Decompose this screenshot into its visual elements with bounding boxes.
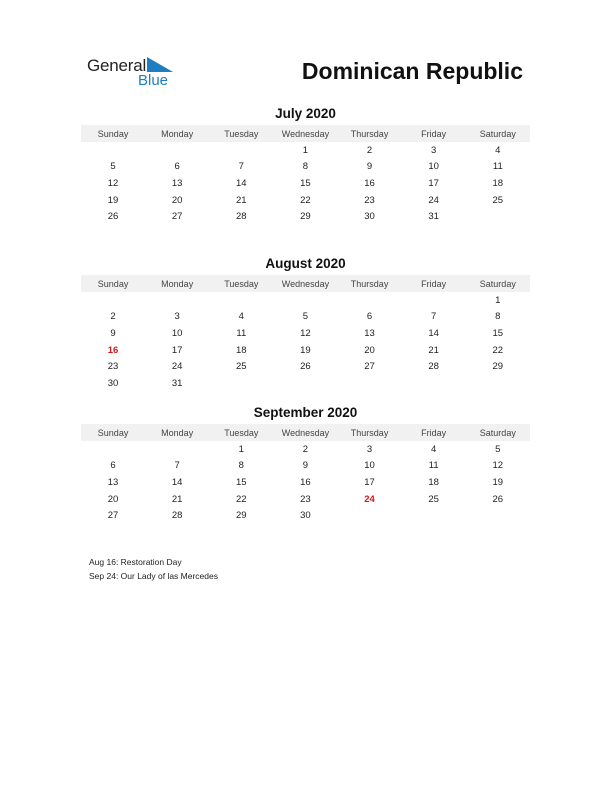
day-cell: 15 xyxy=(300,177,311,189)
day-cell: 10 xyxy=(364,460,375,472)
weekday-label: Sunday xyxy=(97,427,129,438)
day-cell: 26 xyxy=(492,493,504,505)
week-row xyxy=(81,491,530,508)
day-cell: 25 xyxy=(492,194,504,206)
week-row xyxy=(81,474,530,491)
weekday-label: Sunday xyxy=(97,128,129,139)
day-cell: 9 xyxy=(366,161,373,173)
weekday-label: Monday xyxy=(161,427,194,438)
day-cell: 21 xyxy=(428,344,439,356)
weekday-label: Monday xyxy=(161,128,194,139)
day-cell: 10 xyxy=(171,327,183,339)
day-cell: 7 xyxy=(238,161,244,173)
day-cell: 1 xyxy=(238,443,244,455)
day-cell: 30 xyxy=(300,510,311,522)
day-cell: 9 xyxy=(302,460,309,472)
weekday-label: Wednesday xyxy=(281,278,330,289)
day-cell: 14 xyxy=(171,476,183,488)
day-cell: 2 xyxy=(110,311,116,323)
day-cell: 8 xyxy=(238,460,244,472)
day-cell: 29 xyxy=(300,211,311,223)
week-row xyxy=(81,208,530,225)
day-cell: 6 xyxy=(366,311,373,323)
week-row xyxy=(81,325,530,342)
holiday-notes xyxy=(89,556,218,583)
month-title: September 2020 xyxy=(253,405,358,420)
day-cell: 20 xyxy=(107,493,119,505)
day-cell: 4 xyxy=(495,144,501,156)
logo-word-general: General xyxy=(87,56,147,75)
weekday-label: Friday xyxy=(421,128,447,139)
country-title: Dominican Republic xyxy=(301,58,523,84)
day-cell: 16 xyxy=(364,177,375,189)
day-cell: 29 xyxy=(492,361,504,373)
weekday-label: Friday xyxy=(421,427,447,438)
day-cell: 22 xyxy=(492,344,504,356)
day-cell: 14 xyxy=(236,177,247,189)
day-cell: 25 xyxy=(428,493,439,505)
day-cell: 8 xyxy=(495,311,501,323)
day-cell: 10 xyxy=(428,161,439,173)
weekday-label: Sunday xyxy=(97,278,129,289)
day-cell: 9 xyxy=(110,327,116,339)
weekday-label: Saturday xyxy=(479,128,516,139)
day-cell: 18 xyxy=(492,177,504,189)
day-cell: 6 xyxy=(110,460,116,472)
day-cell: 21 xyxy=(171,493,183,505)
day-cell: 28 xyxy=(428,361,439,373)
day-cell: 17 xyxy=(428,177,439,189)
day-cell: 29 xyxy=(236,510,247,522)
weekday-label: Wednesday xyxy=(281,427,330,438)
week-row xyxy=(81,441,530,458)
day-cell: 27 xyxy=(107,510,119,522)
day-cell: 13 xyxy=(364,327,375,339)
month-august xyxy=(81,255,530,392)
day-cell: 26 xyxy=(300,361,311,373)
day-cell: 23 xyxy=(107,361,119,373)
day-cell: 1 xyxy=(302,144,309,156)
day-cell: 14 xyxy=(428,327,439,339)
day-cell: 6 xyxy=(174,161,180,173)
day-cell: 5 xyxy=(302,311,309,323)
week-row xyxy=(81,175,530,192)
day-cell: 1 xyxy=(495,294,501,306)
day-cell: 19 xyxy=(300,344,311,356)
holiday-note: Aug 16: Restoration Day xyxy=(89,557,182,567)
day-cell: 13 xyxy=(171,177,183,189)
day-cell: 18 xyxy=(428,476,439,488)
weekday-label: Thursday xyxy=(350,427,389,438)
weekday-label: Saturday xyxy=(479,427,516,438)
holiday-day-cell: 16 xyxy=(107,344,119,356)
day-cell: 25 xyxy=(236,361,247,373)
day-cell: 19 xyxy=(492,476,504,488)
weekday-label: Monday xyxy=(161,278,194,289)
day-cell: 12 xyxy=(300,327,311,339)
day-cell: 24 xyxy=(171,361,183,373)
day-cell: 18 xyxy=(236,344,247,356)
day-cell: 4 xyxy=(431,443,437,455)
day-cell: 19 xyxy=(107,194,119,206)
weekday-label: Tuesday xyxy=(224,278,259,289)
day-cell: 3 xyxy=(431,144,437,156)
day-cell: 2 xyxy=(366,144,373,156)
weekday-label: Tuesday xyxy=(224,128,259,139)
day-cell: 17 xyxy=(364,476,375,488)
weekday-header-row xyxy=(81,424,530,441)
day-cell: 15 xyxy=(492,327,504,339)
day-cell: 13 xyxy=(107,476,119,488)
day-cell: 28 xyxy=(171,510,183,522)
weekday-label: Wednesday xyxy=(281,128,330,139)
day-cell: 3 xyxy=(174,311,180,323)
day-cell: 27 xyxy=(364,361,375,373)
day-cell: 23 xyxy=(364,194,375,206)
month-july xyxy=(81,105,530,225)
week-row xyxy=(81,192,530,209)
day-cell: 7 xyxy=(174,460,180,472)
week-row xyxy=(81,342,530,359)
holiday-note: Sep 24: Our Lady of las Mercedes xyxy=(89,570,218,581)
week-row xyxy=(81,159,530,176)
weekday-header-row xyxy=(81,275,530,292)
day-cell: 4 xyxy=(238,311,244,323)
generalblue-logo xyxy=(87,54,187,92)
day-cell: 26 xyxy=(107,211,119,223)
day-cell: 12 xyxy=(107,177,119,189)
day-cell: 22 xyxy=(236,493,247,505)
week-row xyxy=(81,292,530,309)
week-row xyxy=(81,507,530,524)
day-cell: 27 xyxy=(171,211,183,223)
week-row xyxy=(81,142,530,159)
weekday-label: Friday xyxy=(421,278,447,289)
day-cell: 30 xyxy=(364,211,375,223)
day-cell: 31 xyxy=(171,377,183,389)
day-cell: 20 xyxy=(364,344,375,356)
weekday-header-row xyxy=(81,125,530,142)
day-cell: 17 xyxy=(171,344,183,356)
week-row xyxy=(81,358,530,375)
holiday-day-cell: 24 xyxy=(364,493,375,505)
day-cell: 7 xyxy=(431,311,437,323)
day-cell: 31 xyxy=(428,211,439,223)
day-cell: 21 xyxy=(236,194,247,206)
day-cell: 3 xyxy=(366,443,373,455)
month-title: August 2020 xyxy=(265,256,346,271)
weekday-label: Saturday xyxy=(479,278,516,289)
day-cell: 11 xyxy=(236,327,247,339)
day-cell: 12 xyxy=(492,460,504,472)
day-cell: 20 xyxy=(171,194,183,206)
week-row xyxy=(81,458,530,475)
weekday-label: Thursday xyxy=(350,128,389,139)
day-cell: 5 xyxy=(495,443,501,455)
day-cell: 5 xyxy=(110,161,116,173)
day-cell: 16 xyxy=(300,476,311,488)
day-cell: 22 xyxy=(300,194,311,206)
day-cell: 30 xyxy=(107,377,119,389)
day-cell: 15 xyxy=(236,476,247,488)
month-september xyxy=(81,404,530,524)
day-cell: 23 xyxy=(300,493,311,505)
day-cell: 24 xyxy=(428,194,439,206)
week-row xyxy=(81,309,530,326)
month-title: July 2020 xyxy=(275,106,336,121)
day-cell: 11 xyxy=(428,460,439,472)
day-cell: 2 xyxy=(302,443,309,455)
weekday-label: Thursday xyxy=(350,278,389,289)
weekday-label: Tuesday xyxy=(224,427,259,438)
logo-triangle-icon xyxy=(147,57,177,73)
day-cell: 11 xyxy=(492,161,503,173)
day-cell: 28 xyxy=(236,211,247,223)
logo-word-blue: Blue xyxy=(138,72,169,89)
day-cell: 8 xyxy=(302,161,309,173)
week-row xyxy=(81,375,530,392)
